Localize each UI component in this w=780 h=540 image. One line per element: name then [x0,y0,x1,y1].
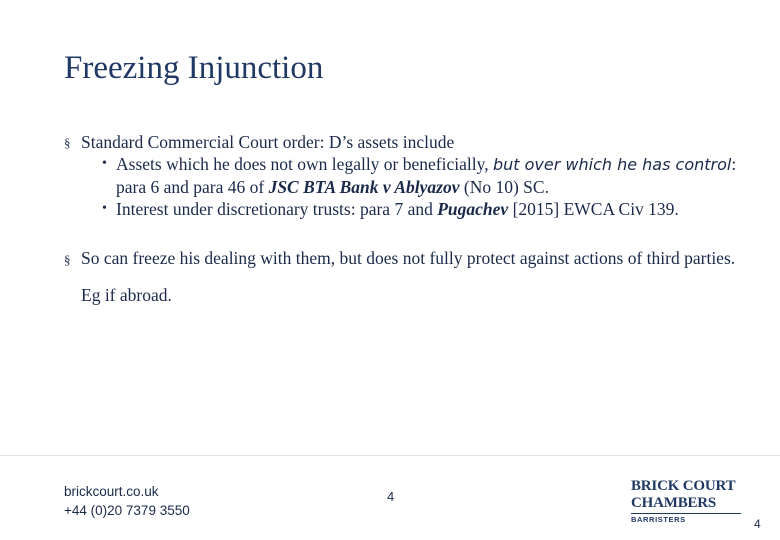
footer-phone: +44 (0)20 7379 3550 [64,503,190,518]
footer-page-number: 4 [387,489,395,504]
sub-bullet-text: Interest under discretionary trusts: para 7 and [116,199,438,219]
bullet-freeze-dealing [64,240,744,314]
logo-line-3: BARRISTERS [631,515,686,524]
slide-body [64,131,744,314]
corner-slide-number: 4 [754,517,761,531]
sub-bullet-text: Assets which he does not own legally or beneficially, [116,154,493,174]
sub-bullet-text: : para 6 and para 46 of [116,154,737,197]
sub-bullet-marker: • [102,201,107,216]
logo-line-1: BRICK COURT [631,478,736,494]
logo-line-2: CHAMBERS [631,495,717,511]
brick-court-logo [631,478,747,524]
sub-bullet-control [64,153,744,198]
bullet-marker: § [64,252,71,267]
slide-title: Freezing Injunction [64,50,324,86]
case-name: Pugachev [437,199,509,219]
case-name: JSC BTA Bank v Ablyazov [268,177,460,197]
bullet-text: Standard Commercial Court order: D’s assets include [81,132,455,152]
sub-bullet-text: [2015] EWCA Civ 139. [508,199,679,219]
footer-contact [64,482,190,520]
sub-bullet-marker: • [102,156,107,171]
bullet-marker: § [64,135,71,150]
sub-bullet-trusts [64,198,744,220]
italic-phrase: but over which he has control [492,155,732,174]
footer-divider [0,455,780,456]
bullet-standard-order [64,131,744,153]
footer-website-link[interactable]: brickcourt.co.uk [64,484,159,499]
logo-rule [631,513,741,514]
sub-bullet-text: (No 10) SC. [459,177,549,197]
bullet-text: So can freeze his dealing with them, but does not fully protect against actions of third parties. Eg if abroad. [81,248,736,305]
